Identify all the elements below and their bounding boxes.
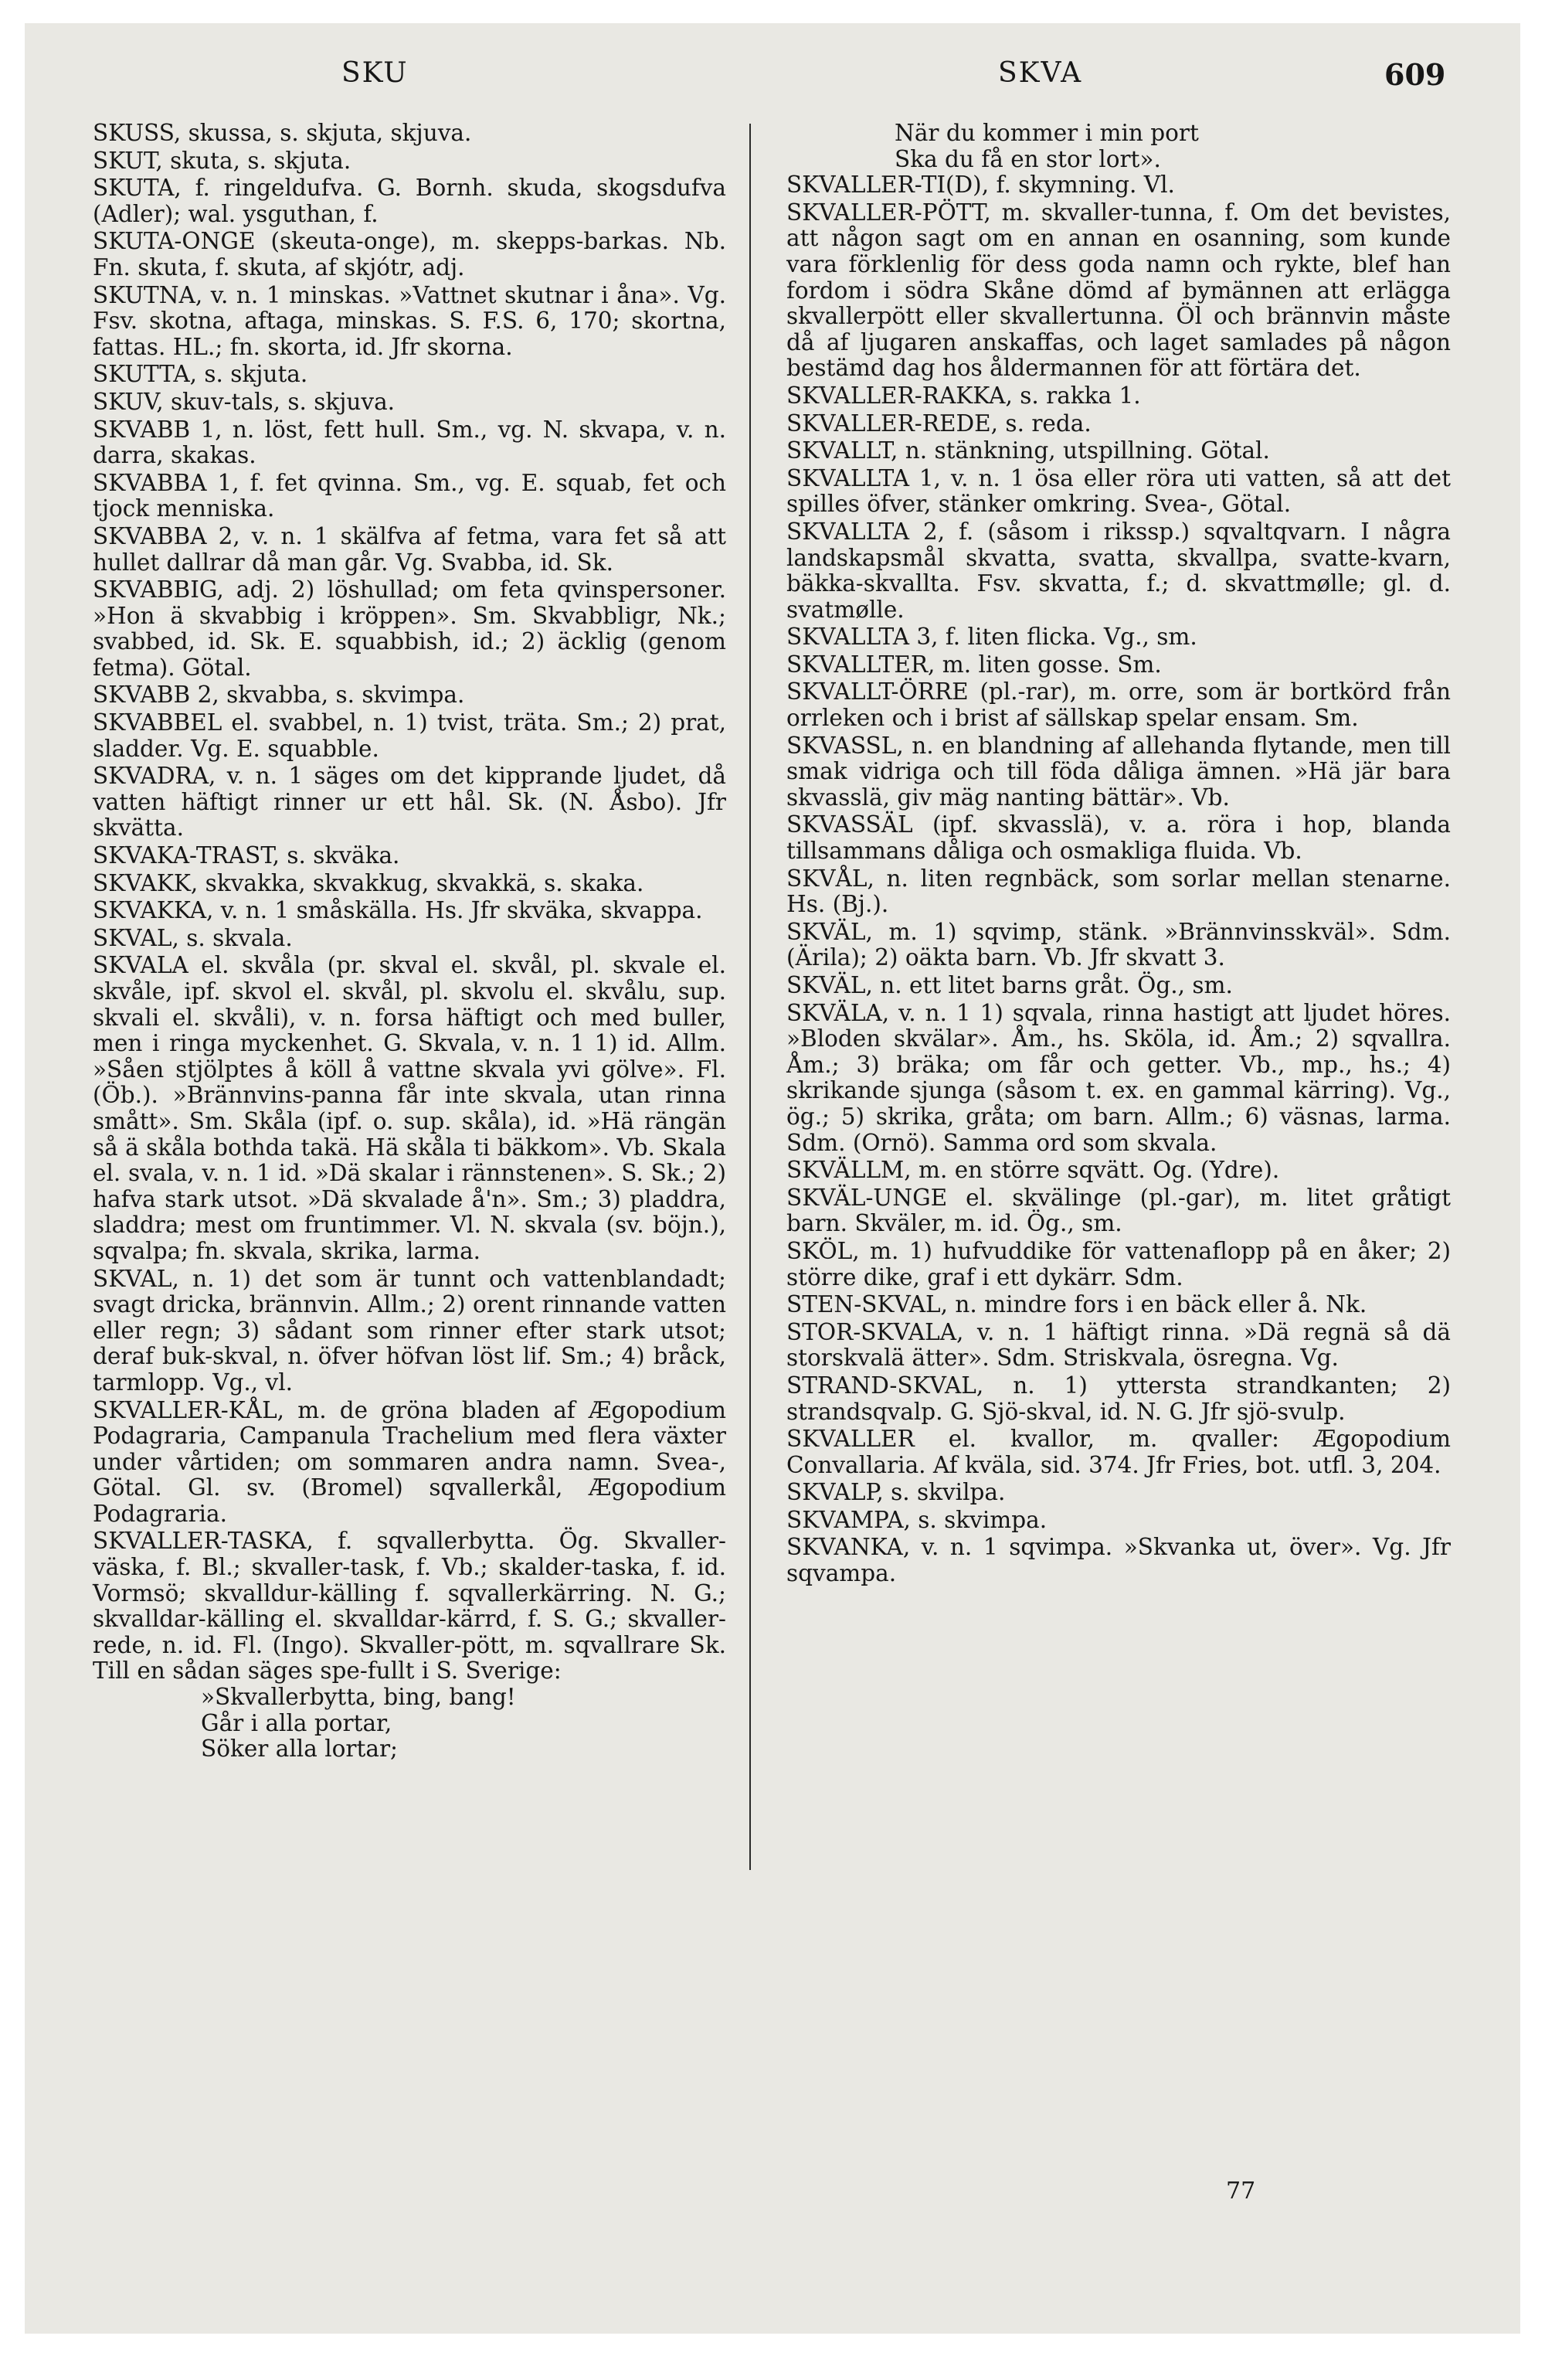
page-header [25, 57, 1520, 104]
entry: SKVABB 1, n. löst, fett hull. Sm., vg. N. skvapa, v. n. darra, skakas. [93, 416, 726, 469]
verse-line: När du kommer i min port [895, 120, 1199, 146]
entry: SKVALLER-REDE, s. reda. [786, 410, 1092, 437]
entry: SKVAKK, skvakka, skvakkug, skvakkä, s. skaka. [93, 869, 644, 896]
header-right-guideword: SKVA [998, 57, 1083, 89]
entry: SKVASSL, n. en blandning af allehanda flytande, men till smak vidriga och till föda dåliga ämnen. »Hä jär bara skvasslä, giv mäg nanting bättär». Vb. [786, 732, 1451, 811]
entry: SKVALLTER, m. liten gosse. Sm. [786, 651, 1162, 678]
entry: SKVÄL, m. 1) sqvimp, stänk. »Brännvinsskväl». Sdm. (Ärila); 2) oäkta barn. Vb. Jfr skvatt 3. [786, 918, 1451, 971]
entry: SKVÄLA, v. n. 1 1) sqvala, rinna hastigt att ljudet höres. »Bloden skvälar». Åm., hs. Sköla, id. Åm.; 2) sqvallra. Åm.; 3) bräka; om får och getter. Vb., mp., hs.; 4) skrikande sjunga (såsom t. ex. en gammal kärring). Vg., ög.; 5) skrika, gråta; om barn. Allm.; 6) väsnas, larma. Sdm. (Ornö). Samma ord som skvala. [786, 999, 1451, 1156]
entry: SKVALLTA 1, v. n. 1 ösa eller röra uti vatten, så att det spilles öfver, stänker omkring. Svea-, Götal. [786, 464, 1451, 518]
entry: SKUT, skuta, s. skjuta. [93, 147, 351, 174]
right-column [786, 121, 1451, 1587]
entry: SKVAMPA, s. skvimpa. [786, 1506, 1048, 1533]
entry: SKVALLT-ÖRRE (pl.-rar), m. orre, som är bortkörd från orrleken och i brist af sällskap spelar ensam. Sm. [786, 678, 1451, 732]
entry: SKVALLER el. kvallor, m. qvaller: Ægopodium Convallaria. Af kväla, sid. 374. Jfr Fries, bot. utfl. 3, 204. [786, 1426, 1451, 1478]
entry: SKVALLTA 3, f. liten flicka. Vg., sm. [786, 624, 1197, 651]
entry: SKVABBIG, adj. 2) löshullad; om feta qvinspersoner. »Hon ä skvabbig i kröppen». Sm. Skvabbligr, Nk.; svabbed, id. Sk. E. squabbish, id.; 2) äcklig (genom fetma). Götal. [93, 576, 726, 681]
entry: SKVÄL, n. ett litet barns gråt. Ög., sm. [786, 972, 1233, 998]
entry: SKUSS, skussa, s. skjuta, skjuva. [93, 120, 472, 146]
verse-line: »Skvallerbytta, bing, bang! [201, 1684, 516, 1711]
signature-mark: 77 [1226, 2178, 1256, 2205]
entry: SKUTNA, v. n. 1 minskas. »Vattnet skutnar i åna». Vg. Fsv. skotna, aftaga, minskas. S. F.S. 6, 170; skortna, fattas. HL.; fn. skorta, id. Jfr skorna. [93, 281, 726, 360]
entry: SKVALLER-KÅL, m. de gröna bladen af Ægopodium Podagraria, Campanula Trachelium med flera växter under vårtiden; om sommaren andra namn. Svea-, Götal. Gl. sv. (Bromel) sqvallerkål, Ægopodium Podagraria. [93, 1396, 726, 1527]
entry: STEN-SKVAL, n. mindre fors i en bäck eller å. Nk. [786, 1291, 1367, 1318]
entry: SKVALP, s. skvilpa. [786, 1479, 1006, 1506]
entry: SKVÄL-UNGE el. skvälinge (pl.-gar), m. litet gråtigt barn. Skväler, m. id. Ög., sm. [786, 1184, 1451, 1237]
entry: SKVALLTA 2, f. (såsom i rikssp.) sqvaltqvarn. I några landskapsmål skvatta, svatta, skvallpa, svatte-kvarn, bäkka-skvallta. Fsv. skvatta, f.; d. skvattmølle; gl. d. svatmølle. [786, 518, 1451, 623]
verse-line: Söker alla lortar; [201, 1736, 398, 1763]
left-column [93, 121, 726, 1763]
entry: STOR-SKVALA, v. n. 1 häftigt rinna. »Dä regnä så dä storskvalä ätter». Sdm. Striskvala, ösregna. Vg. [786, 1318, 1451, 1372]
verse-line: Går i alla portar, [201, 1709, 392, 1736]
entry: SKVABBA 1, f. fet qvinna. Sm., vg. E. squab, fet och tjock menniska. [93, 469, 726, 522]
entry: SKUV, skuv-tals, s. skjuva. [93, 388, 396, 415]
entry: SKVALLER-PÖTT, m. skvaller-tunna, f. Om det bevistes, att någon sagt om en annan en osanning, som kunde vara förklenlig för dess goda namn och rykte, blef han fordom i södra Skåne dömd af bymännen att erlägga skvallerpött eller skvallertunna. Öl och brännvin måste då af ljugaren anskaffas, och laget samlades på någon bestämd dag hos åldermannen för att förtära det. [786, 199, 1451, 382]
dictionary-page [25, 23, 1520, 2334]
entry: SKVASSÄL (ipf. skvasslä), v. a. röra i hop, blanda tillsammans dåliga och osmakliga fluida. Vb. [786, 811, 1451, 865]
entry: SKVANKA, v. n. 1 sqvimpa. »Skvanka ut, över». Vg. Jfr sqvampa. [786, 1534, 1451, 1587]
verse-line: Ska du få en stor lort». [895, 145, 1161, 172]
entry: SKVÄLLM, m. en större sqvätt. Og. (Ydre). [786, 1157, 1280, 1184]
entry: SKVAL, s. skvala. [93, 924, 293, 951]
entry: SKÖL, m. 1) hufvuddike för vattenaflopp på en åker; 2) större dike, graf i ett dykärr. Sdm. [786, 1237, 1451, 1290]
entry: SKVÅL, n. liten regnbäck, som sorlar mellan stenarne. Hs. (Bj.). [786, 865, 1451, 918]
entry: SKUTTA, s. skjuta. [93, 361, 308, 388]
header-left-guideword: SKU [341, 57, 409, 89]
entry: SKVALA el. skvåla (pr. skval el. skvål, pl. skvale el. skvåle, ipf. skvol el. skvål, pl. skvolu el. skvålu, sup. skvali el. skvåli), v. n. forsa häftigt och med buller, men i ringa myckenhet. G. Skvala, v. n. 1 1) id. Allm. »Såen stjölptes å köll å vattne skvala yvi gölve». Fl. (Öb.). »Brännvins-panna får inte skvala, utan rinna smått». Sm. Skåla (ipf. o. sup. skåla), id. »Hä rängän så ä skåla bothda takä. Hä skåla ti bäkkom». Vb. Skala el. svala, v. n. 1 id. »Dä skalar i rännstenen». S. Sk.; 2) hafva stark utsot. »Dä skvalade å'n». Sm.; 3) pladdra, sladdra; mest om fruntimmer. Vl. N. skvala (sv. böjn.), sqvalpa; fn. skvala, skrika, larma. [93, 952, 726, 1264]
entry: SKVALLER-TASKA, f. sqvallerbytta. Ög. Skvaller-väska, f. Bl.; skvaller-task, f. Vb.; skalder-taska, f. id. Vormsö; skvalldur-källing f. sqvallerkärring. N. G.; skvalldar-källing el. skvalldar-kärrd, f. S. G.; skvaller-rede, n. id. Fl. (Ingo). Skvaller-pött, m. sqvallrare Sk. Till en sådan säges spe-fullt i S. Sverige: [93, 1528, 726, 1685]
entry: SKVALLT, n. stänkning, utspillning. Götal. [786, 437, 1270, 464]
entry: SKVALLER-RAKKA, s. rakka 1. [786, 382, 1141, 409]
entry: STRAND-SKVAL, n. 1) yttersta strandkanten; 2) strandsqvalp. G. Sjö-skval, id. N. G. Jfr sjö-svulp. [786, 1372, 1451, 1425]
page-number: 609 [1384, 57, 1446, 92]
entry: SKVABBA 2, v. n. 1 skälfva af fetma, vara fet så att hullet dallrar då man går. Vg. Svabba, id. Sk. [93, 522, 726, 576]
column-divider [749, 124, 751, 1870]
entry: SKVADRA, v. n. 1 säges om det kipprande ljudet, då vatten häftigt rinner ur ett hål. Sk. (N. Åsbo). Jfr skvätta. [93, 763, 726, 842]
entry: SKUTA, f. ringeldufva. G. Bornh. skuda, skogsdufva (Adler); wal. ysguthan, f. [93, 175, 726, 227]
entry: SKVABB 2, skvabba, s. skvimpa. [93, 682, 465, 709]
entry: SKVAKA-TRAST, s. skväka. [93, 842, 400, 869]
entry: SKUTA-ONGE (skeuta-onge), m. skepps-barkas. Nb. Fn. skuta, f. skuta, af skjótr, adj. [93, 228, 726, 280]
entry: SKVALLER-TI(D), f. skymning. Vl. [786, 172, 1175, 199]
entry: SKVAL, n. 1) det som är tunnt och vattenblandadt; svagt dricka, brännvin. Allm.; 2) orent rinnande vatten eller regn; 3) sådant som rinner efter stark utsot; deraf buk-skval, n. öfver höfvan löst lif. Sm.; 4) bråck, tarmlopp. Vg., vl. [93, 1265, 726, 1396]
entry: SKVABBEL el. svabbel, n. 1) tvist, träta. Sm.; 2) prat, sladder. Vg. E. squabble. [93, 709, 726, 762]
entry: SKVAKKA, v. n. 1 småskälla. Hs. Jfr skväka, skvappa. [93, 897, 703, 924]
